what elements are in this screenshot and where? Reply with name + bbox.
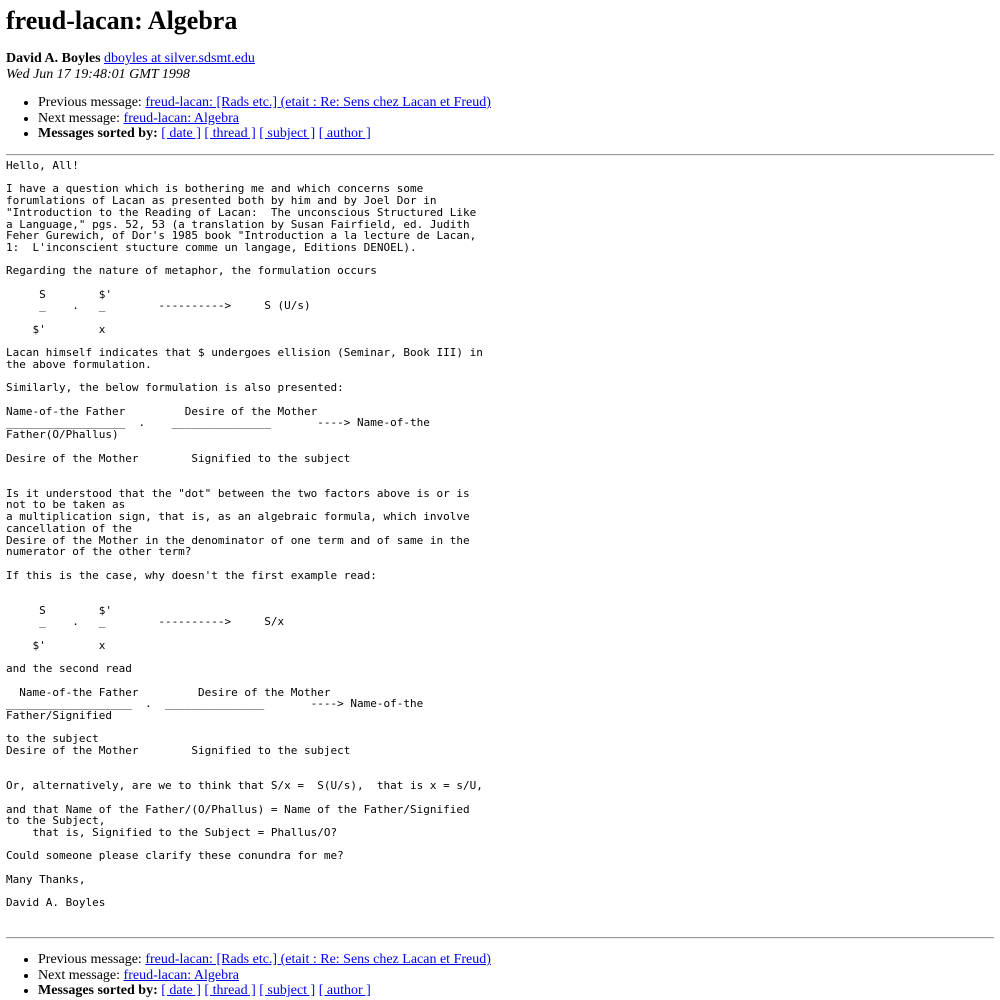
sort-by-date-link[interactable]: [ date ] [161,983,201,999]
next-message-link[interactable]: freud-lacan: Algebra [123,967,239,983]
divider-bottom [6,937,994,939]
sort-by-thread-link[interactable]: [ thread ] [204,126,256,142]
sort-options-item [38,126,491,142]
previous-message-link[interactable]: freud-lacan: [Rads etc.] (etait : Re: Sens chez Lacan et Freud) [145,95,491,110]
sort-by-date-link[interactable]: [ date ] [161,126,201,142]
author-line [6,51,255,67]
sort-options-item [38,983,491,999]
next-message-item [38,968,491,984]
sorted-by-label: Messages sorted by: [38,126,158,142]
sort-by-subject-link[interactable]: [ subject ] [259,983,316,999]
sort-by-author-link[interactable]: [ author ] [318,983,371,999]
author-name: David A. Boyles [6,51,101,66]
sorted-by-label: Messages sorted by: [38,983,158,999]
sort-by-thread-link[interactable]: [ thread ] [204,983,256,999]
sort-by-author-link[interactable]: [ author ] [318,126,371,142]
previous-message-item [38,952,491,968]
message-body: Hello, All! I have a question which is bothering me and which concerns some forumlations of Lacan as presented both by him and by Joel Dor in "Introduction to the Reading of Lacan: The unconscious Structured Like a Language," pgs. 52, 53 (a translation by Susan Fairfield, ed. Judith Feher Gurewich, of Dor's 1985 book "Introduction a la lecture de Lacan, 1: L'inconscient stucture comme un langage, Editions DENOEL). Regarding the nature of metaphor, the formulation occurs S $' _ . _ ----------> S (U/s) $' x Lacan himself indicates that $ undergoes ellision (Seminar, Book III) in the above formulation. Similarly, the below formulation is also presented: Name-of-the Father Desire of the Mother __________________ . _______________ ----> Name-of-the Father(O/Phallus) Desire of the Mother Signified to the subject Is it understood that the "dot" between the two factors above is or is not to be taken as a multiplication sign, that is, as an algebraic formula, which involve cancellation of the Desire of the Mother in the denominator of one term and of same in the numerator of the other term? If this is the case, why doesn't the first example read: S $' _ . _ ----------> S/x $' x and the second read Name-of-the Father Desire of the Mother ___________________ . _______________ ----> Name-of-the Father/Signified to the subject Desire of the Mother Signified to the subject Or, alternatively, are we to think that S/x = S(U/s), that is x = s/U, and that Name of the Father/(O/Phallus) = Name of the Father/Signified to the Subject, that is, Signified to the Subject = Phallus/O? Could someone please clarify these conundra for me? Many Thanks, David A. Boyles [6,159,483,910]
previous-message-link[interactable]: freud-lacan: [Rads etc.] (etait : Re: Sens chez Lacan et Freud) [145,952,491,967]
message-nav-bottom [6,952,491,999]
message-date: Wed Jun 17 19:48:01 GMT 1998 [6,67,190,82]
previous-message-label: Previous message: [38,95,142,110]
previous-message-label: Previous message: [38,952,142,967]
next-message-link[interactable]: freud-lacan: Algebra [123,110,239,126]
page-title: freud-lacan: Algebra [6,6,238,35]
message-nav-top [6,95,491,142]
next-message-item [38,111,491,127]
next-message-label: Next message: [38,110,121,126]
previous-message-item [38,95,491,111]
author-email-link[interactable]: dboyles at silver.sdsmt.edu [104,51,255,66]
next-message-label: Next message: [38,967,121,983]
sort-by-subject-link[interactable]: [ subject ] [259,126,316,142]
divider-top [6,154,994,156]
